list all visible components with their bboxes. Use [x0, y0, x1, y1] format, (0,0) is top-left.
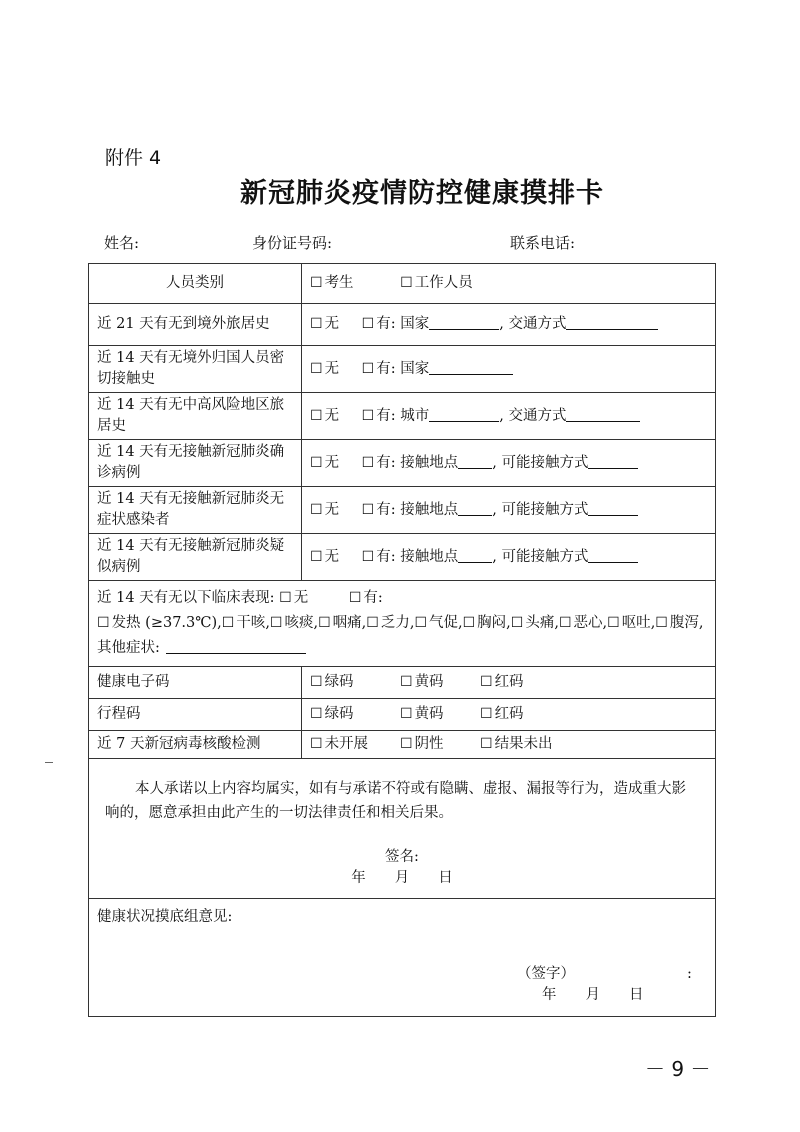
checkbox-icon: ☐ [400, 706, 413, 722]
suspected-options: ☐ 无 ☐ 有: 接触地点 , 可能接触方式 [302, 534, 716, 581]
pledge-text: 本人承诺以上内容均属实，如有与承诺不符或有隐瞒、虚报、漏报等行为，造成重大影响的，愿意承担由此产生的一切法律责任和相关后果。 [105, 781, 686, 821]
checkbox-icon: ☐ [310, 454, 323, 471]
symptom-phlegm-checkbox[interactable]: ☐ 咳痰 [270, 611, 314, 636]
health-code-yellow-checkbox[interactable]: ☐ 黄码 [400, 672, 480, 693]
review-cell [89, 899, 716, 1017]
table-row [89, 581, 716, 667]
phone-field-label: 联系电话: [510, 234, 576, 252]
symptom-diarrhea-checkbox[interactable]: ☐ 腹泻 [655, 611, 699, 636]
review-signature-line[interactable] [97, 964, 707, 985]
checkbox-icon: ☐ [310, 407, 323, 424]
abroad-no-checkbox[interactable]: ☐ 无 [310, 314, 339, 335]
checkbox-icon: ☐ [348, 590, 362, 606]
checkbox-icon: ☐ [558, 615, 572, 631]
suspected-no-checkbox[interactable]: ☐ 无 [310, 547, 339, 568]
abroad-contact-options [302, 346, 716, 393]
category-options [302, 264, 716, 304]
checkbox-icon: ☐ [361, 548, 375, 565]
nucleic-test-label: 近 7 天新冠病毒核酸检测 [89, 731, 302, 759]
abroad-contact-label: 近 14 天有无境外归国人员密切接触史 [89, 346, 302, 393]
checkbox-icon: ☐ [400, 275, 413, 291]
abroad-yes-checkbox[interactable]: ☐ 有: 国家 [362, 314, 430, 335]
id-field-label: 身份证号码: [252, 234, 333, 252]
symptom-nausea-checkbox[interactable]: ☐ 恶心 [559, 611, 603, 636]
symptom-chest-tightness-checkbox[interactable]: ☐ 胸闷 [463, 611, 507, 636]
other-symptoms-blank[interactable] [166, 638, 306, 654]
pledge-cell [89, 759, 716, 899]
review-sign-label: （签字） [517, 966, 575, 982]
symptom-shortness-of-breath-checkbox[interactable]: ☐ 气促 [414, 611, 458, 636]
checkbox-icon: ☐ [510, 615, 524, 631]
health-code-label: 健康电子码 [89, 667, 302, 699]
checkbox-icon: ☐ [414, 615, 427, 631]
review-sign-colon: : [687, 966, 692, 982]
margin-mark [45, 762, 53, 763]
form-title: 新冠肺炎疫情防控健康摸排卡 [240, 178, 604, 209]
table-row [89, 440, 716, 487]
symptom-fever-checkbox[interactable]: ☐ 发热 (≥37.3℃) [97, 611, 217, 636]
checkbox-icon: ☐ [310, 360, 323, 377]
checkbox-icon: ☐ [366, 615, 379, 631]
table-row [89, 534, 716, 581]
checkbox-icon: ☐ [310, 275, 323, 291]
contact-method-blank[interactable] [588, 500, 638, 516]
checkbox-icon: ☐ [480, 736, 493, 752]
health-code-options [302, 667, 716, 699]
table-row [89, 487, 716, 534]
symptom-sore-throat-checkbox[interactable]: ☐ 咽痛 [318, 611, 362, 636]
table-row [89, 304, 716, 346]
travel-code-yellow-checkbox[interactable]: ☐ 黄码 [400, 704, 480, 725]
checkbox-icon: ☐ [97, 615, 110, 631]
page-number: － 9 － [645, 1057, 711, 1081]
contact-method-blank[interactable] [588, 453, 638, 469]
confirmed-options: ☐ 无 ☐ 有: 接触地点 , 可能接触方式 [302, 440, 716, 487]
asymptomatic-options: ☐ 无 ☐ 有: 接触地点 , 可能接触方式 [302, 487, 716, 534]
checkbox-icon: ☐ [269, 615, 283, 631]
abroad-contact-no-checkbox[interactable]: ☐ 无 [310, 359, 339, 380]
checkbox-icon: ☐ [361, 501, 375, 518]
checkbox-icon: ☐ [310, 548, 323, 565]
table-row [89, 264, 716, 304]
staff-checkbox[interactable]: ☐ 工作人员 [400, 273, 473, 294]
location-blank[interactable] [458, 453, 492, 469]
nucleic-negative-checkbox[interactable]: ☐ 阴性 [400, 734, 480, 755]
table-row [89, 346, 716, 393]
checkbox-icon: ☐ [480, 674, 493, 690]
country-blank[interactable] [429, 359, 513, 375]
suspected-label: 近 14 天有无接触新冠肺炎疑似病例 [89, 534, 302, 581]
checkbox-icon: ☐ [361, 454, 375, 471]
travel-code-red-checkbox[interactable]: ☐ 红码 [480, 704, 524, 725]
symptoms-cell: 近 14 天有无以下临床表现: ☐ 无 ☐ 有: ☐ 发热 (≥37.3℃),☐ 干咳,☐ 咳痰,☐ 咽痛,☐ 乏力,☐ 气促,☐ 胸闷,☐ 头痛,☐ 恶心,☐ 呕吐,☐ 腹泻,其他症状: [89, 581, 716, 667]
table-row [89, 699, 716, 731]
travel-code-green-checkbox[interactable]: ☐ 绿码 [310, 704, 400, 725]
abroad-contact-yes-checkbox[interactable]: ☐ 有: 国家 [362, 359, 430, 380]
health-code-green-checkbox[interactable]: ☐ 绿码 [310, 672, 400, 693]
asymptomatic-label: 近 14 天有无接触新冠肺炎无症状感染者 [89, 487, 302, 534]
checkbox-icon: ☐ [400, 674, 413, 690]
review-label: 健康状况摸底组意见: [97, 909, 233, 925]
abroad-label: 近 21 天有无到境外旅居史 [89, 304, 302, 346]
table-row [89, 899, 716, 1017]
abroad-options: ☐ 无 ☐ 有: 国家 , 交通方式 [302, 304, 716, 346]
transport-blank[interactable] [566, 314, 658, 330]
confirmed-yes-checkbox[interactable]: ☐ 有: 接触地点 [362, 453, 459, 474]
review-date: 年 月 日 [542, 987, 644, 1003]
travel-code-options [302, 699, 716, 731]
checkbox-icon: ☐ [318, 615, 331, 631]
nucleic-pending-checkbox[interactable]: ☐ 结果未出 [480, 734, 553, 755]
health-form-table [88, 263, 716, 1017]
confirmed-no-checkbox[interactable]: ☐ 无 [310, 453, 339, 474]
other-symptoms-label: 其他症状: [97, 640, 160, 656]
symptom-headache-checkbox[interactable]: ☐ 头痛 [511, 611, 555, 636]
confirmed-label: 近 14 天有无接触新冠肺炎确诊病例 [89, 440, 302, 487]
risk-area-yes-checkbox[interactable]: ☐ 有: 城市 [362, 406, 430, 427]
pledge-date: 年 月 日 [351, 870, 453, 886]
checkbox-icon: ☐ [655, 615, 668, 631]
checkbox-icon: ☐ [400, 736, 413, 752]
checkbox-icon: ☐ [361, 407, 375, 424]
checkbox-icon: ☐ [310, 706, 323, 722]
category-label: 人员类别 [89, 264, 302, 304]
contact-method-blank[interactable] [588, 547, 638, 563]
checkbox-icon: ☐ [310, 316, 323, 332]
country-blank[interactable] [429, 314, 499, 330]
health-code-red-checkbox[interactable]: ☐ 红码 [480, 672, 524, 693]
transport-blank[interactable] [566, 406, 640, 422]
travel-code-label: 行程码 [89, 699, 302, 731]
suspected-yes-checkbox[interactable]: ☐ 有: 接触地点 [362, 547, 459, 568]
risk-area-label: 近 14 天有无中高风险地区旅居史 [89, 393, 302, 440]
location-blank[interactable] [458, 500, 492, 516]
checkbox-icon: ☐ [462, 615, 476, 631]
checkbox-icon: ☐ [310, 501, 323, 518]
checkbox-icon: ☐ [279, 590, 292, 606]
attachment-label: 附件 4 [105, 147, 162, 169]
checkbox-icon: ☐ [310, 674, 323, 690]
asymptomatic-no-checkbox[interactable]: ☐ 无 [310, 500, 339, 521]
symptom-fatigue-checkbox[interactable]: ☐ 乏力 [366, 611, 410, 636]
location-blank[interactable] [458, 547, 492, 563]
checkbox-icon: ☐ [310, 736, 323, 752]
checkbox-icon: ☐ [480, 706, 493, 722]
table-row [89, 759, 716, 899]
table-row [89, 393, 716, 440]
checkbox-icon: ☐ [221, 615, 235, 631]
nucleic-not-done-checkbox[interactable]: ☐ 未开展 [310, 734, 400, 755]
symptoms-yes-checkbox[interactable]: ☐ 有: [349, 586, 383, 611]
asymptomatic-yes-checkbox[interactable]: ☐ 有: 接触地点 [362, 500, 459, 521]
checkbox-icon: ☐ [361, 316, 375, 332]
symptoms-label: 近 14 天有无以下临床表现: [97, 590, 275, 606]
candidate-checkbox[interactable]: ☐ 考生 [310, 273, 354, 294]
risk-area-no-checkbox[interactable]: ☐ 无 [310, 406, 339, 427]
name-field-label: 姓名: [104, 234, 140, 252]
symptom-dry-cough-checkbox[interactable]: ☐ 干咳 [222, 611, 266, 636]
symptoms-no-checkbox[interactable]: ☐ 无 [279, 586, 308, 611]
pledge-sign-label[interactable]: 签名: [385, 849, 419, 865]
table-row [89, 667, 716, 699]
city-blank[interactable] [429, 406, 499, 422]
nucleic-test-options [302, 731, 716, 759]
risk-area-options: ☐ 无 ☐ 有: 城市 , 交通方式 [302, 393, 716, 440]
checkbox-icon: ☐ [361, 360, 375, 377]
checkbox-icon: ☐ [607, 615, 620, 631]
symptom-vomiting-checkbox[interactable]: ☐ 呕吐 [607, 611, 651, 636]
table-row [89, 731, 716, 759]
